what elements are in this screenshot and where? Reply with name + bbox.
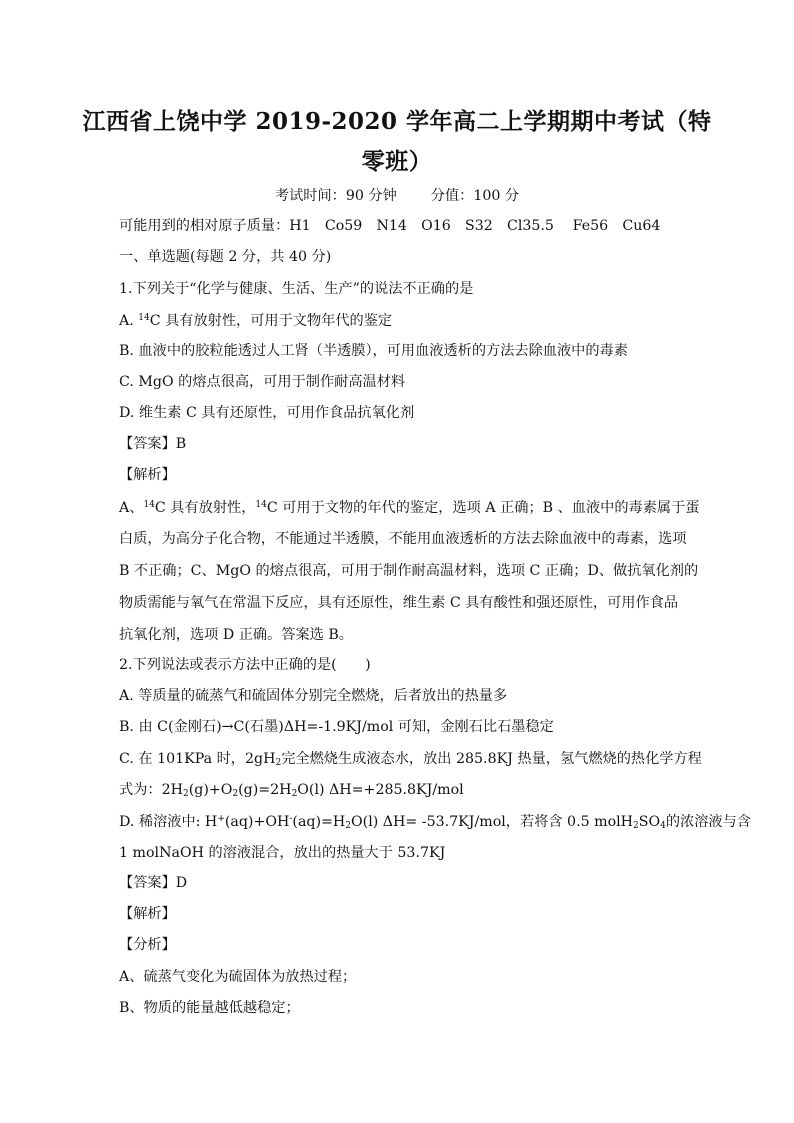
q1-analysis-line-3: B 不正确；C、MgO 的熔点很高，可用于制作耐高温材料，选项 C 正确；D、做抗氧化剂的 (119, 563, 699, 579)
q1-option-c: C. MgO 的熔点很高，可用于制作耐高温材料 (119, 374, 406, 390)
q1-analysis-line-1: A、$^{14}$C 具有放射性，$^{14}$C 可用于文物的年代的鉴定，选项 A 正确；B 、血液中的毒素属于蛋 (119, 500, 700, 516)
q1-analysis-line-4: 物质需能与氧气在常温下反应，具有还原性，维生素 C 具有酸性和强还原性，可用作食品 (119, 595, 679, 611)
document-title-line-1: 江西省上饶中学 2019-2020 学年高二上学期期中考试（特 (82, 108, 712, 135)
exam-time: 考试时间：90 分钟 (274, 188, 397, 204)
q1-analysis-line-5: 抗氧化剂，选项 D 正确。答案选 B。 (119, 627, 353, 643)
q1-answer: 【答案】B (119, 436, 187, 452)
q1-option-b: B. 血液中的胶粒能透过人工肾（半透膜），可用血液透析的方法去除血液中的毒素 (119, 343, 628, 359)
q2-option-b: B. 由 C(金刚石)→C(石墨)ΔH=-1.9KJ/mol 可知，金刚石比石墨稳定 (119, 719, 554, 735)
q2-fenxi-label: 【分析】 (119, 937, 176, 953)
q2-option-a: A. 等质量的硫蒸气和硫固体分别完全燃烧，后者放出的热量多 (119, 688, 508, 704)
q2-note-b: B、物质的能量越低越稳定； (119, 1000, 300, 1016)
q1-analysis-line-2: 白质，为高分子化合物，不能通过半透膜，不能用血液透析的方法去除血液中的毒素，选项 (119, 531, 687, 547)
q1-option-d: D. 维生素 C 具有还原性，可用作食品抗氧化剂 (119, 405, 415, 421)
q1-analysis-label: 【解析】 (119, 467, 176, 483)
q2-stem: 2.下列说法或表示方法中正确的是( ) (119, 657, 371, 673)
exam-info (60, 186, 734, 206)
q2-note-a: A、硫蒸气变化为硫固体为放热过程； (119, 969, 357, 985)
q1-stem: 1.下列关于“化学与健康、生活、生产”的说法不正确的是 (119, 281, 474, 297)
exam-score: 分值：100 分 (430, 188, 520, 204)
q2-answer: 【答案】D (119, 875, 188, 891)
q1-option-a: A. $^{14}$C 具有放射性，可用于文物年代的鉴定 (119, 313, 393, 329)
q2-option-c-line-2: 式为：$2H_2(g)+O_2(g)=2H_2O(l)$ ΔH=+285.8KJ/mol (119, 782, 464, 799)
q2-option-d-line-1: D. 稀溶液中: $H^+(aq)+OH^-(aq)=H_2O(l)$ ΔH= -53.7KJ/mol，若将含 0.5 $molH_2SO_4$的浓溶液与含 (119, 814, 751, 831)
q2-option-c-line-1: C. 在 101KPa 时，$2gH_2$完全燃烧生成液态水，放出 285.8KJ 热量，氢气燃烧的热化学方程 (119, 751, 702, 768)
section-heading: 一、单选题(每题 2 分，共 40 分) (119, 249, 332, 265)
q2-option-d-line-2: 1 molNaOH 的溶液混合，放出的热量大于 53.7KJ (119, 845, 446, 861)
q2-analysis-label: 【解析】 (119, 906, 176, 922)
document-title-line-2: 零班） (361, 148, 433, 175)
atomic-mass-line: 可能用到的相对原子质量：H1 Co59 N14 O16 S32 Cl35.5 Fe56 Cu64 (119, 218, 661, 234)
